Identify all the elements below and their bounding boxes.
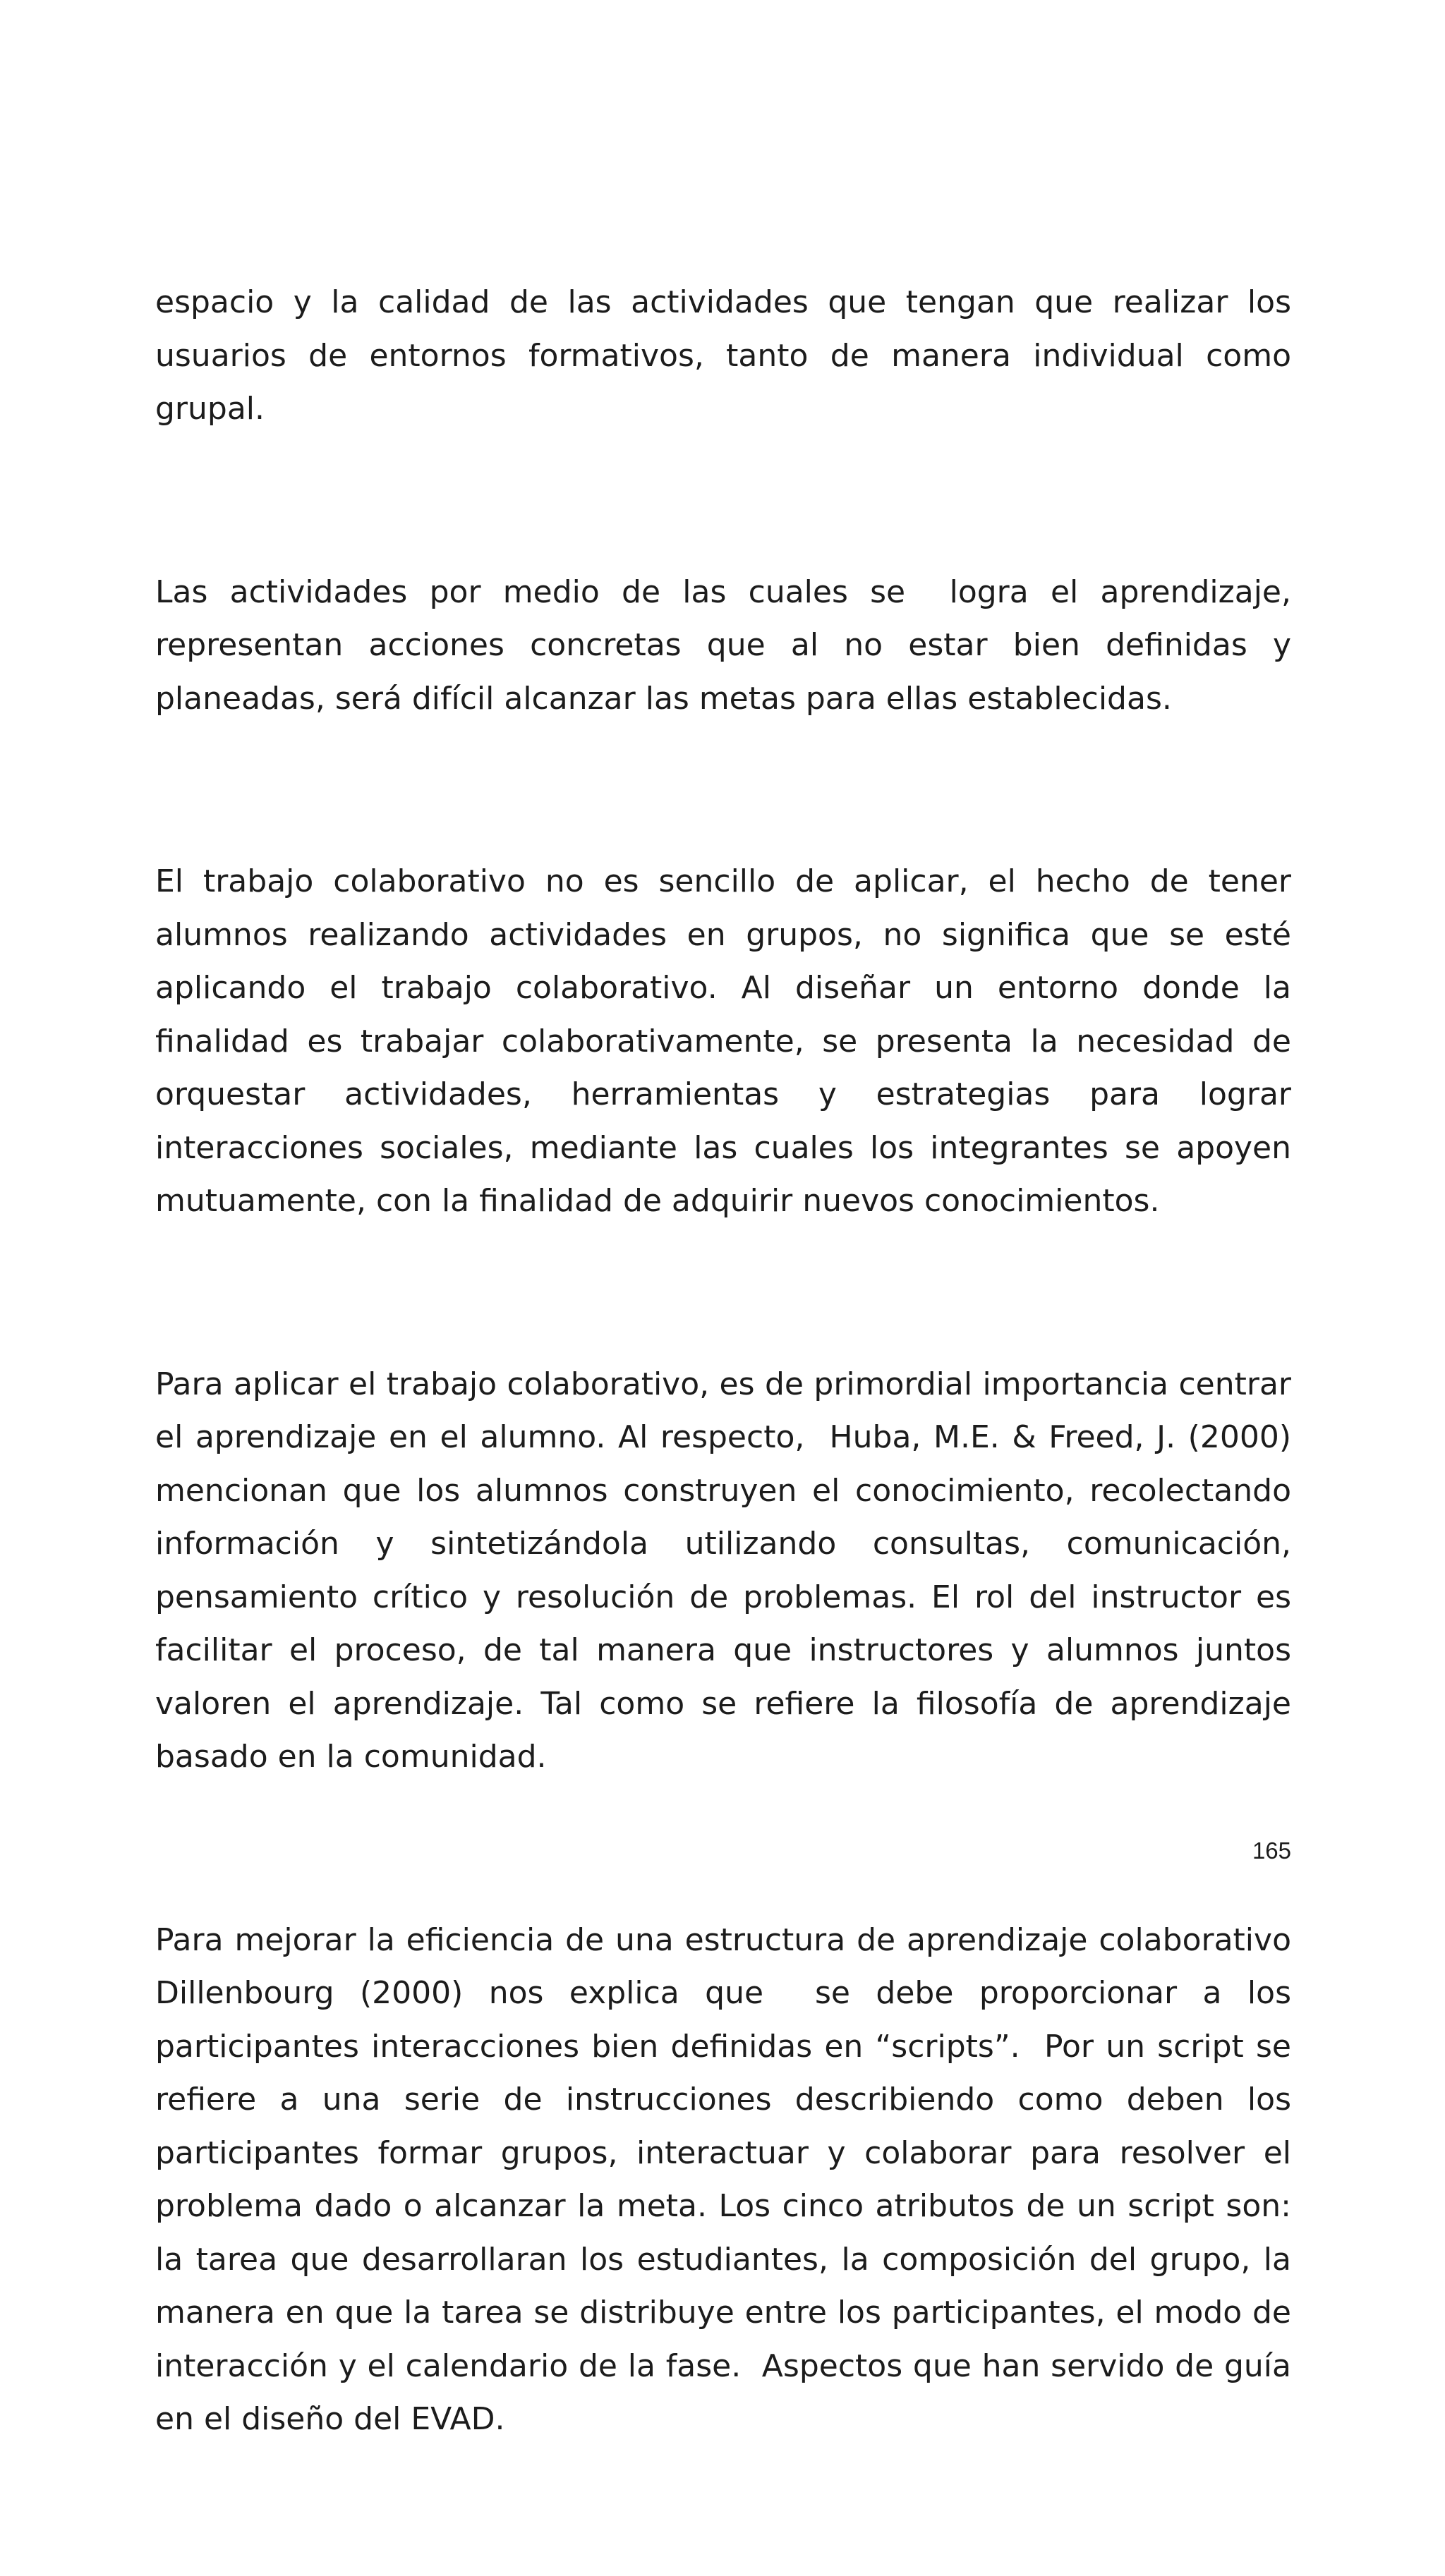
paragraph-3: El trabajo colaborativo no es sencillo de aplicar, el hecho de tener alumnos realizando actividades en grupos, no significa que se esté aplicando el trabajo colaborativo. Al diseñar un entorno donde la finalidad es trabajar colaborativamente, se presenta la necesidad de orquestar actividades, herramientas y estrategias para lograr interacciones sociales, mediante las cuales los integrantes se apoyen mutuamente, con la finalidad de adquirir nuevos conocimientos. <box>155 863 1301 1219</box>
paragraph-1: espacio y la calidad de las actividades que tengan que realizar los usuarios de entornos formativos, tanto de manera individual como grupal. <box>155 284 1301 427</box>
paragraph-2: Las actividades por medio de las cuales se logra el aprendizaje, representan acciones concretas que al no estar bien definidas y planeadas, será difícil alcanzar las metas para ellas establecidas. <box>155 573 1301 717</box>
paragraph-5: Para mejorar la eficiencia de una estructura de aprendizaje colaborativo Dillenbourg (2000) nos explica que se debe proporcionar a los participantes interacciones bien definidas en “scripts”. Por un script se refiere a una serie de instrucciones describiendo como deben los participantes formar grupos, interactuar y colaborar para resolver el problema dado o alcanzar la meta. Los cinco atributos de un script son: la tarea que desarrollaran los estudiantes, la composición del grupo, la manera en que la tarea se distribuye entre los participantes, el modo de interacción y el calendario de la fase. Aspectos que han servido de guía en el diseño del EVAD. <box>155 1921 1301 2437</box>
paragraph-4: Para aplicar el trabajo colaborativo, es de primordial importancia centrar el aprendizaje en el alumno. Al respecto, Huba, M.E. & Freed, J. (2000) mencionan que los alumnos construyen el conocimiento, recolectando información y sintetizándola utilizando consultas, comunicación, pensamiento crítico y resolución de problemas. El rol del instructor es facilitar el proceso, de tal manera que instructores y alumnos juntos valoren el aprendizaje. Tal como se refiere la filosofía de aprendizaje basado en la comunidad. <box>155 1366 1301 1775</box>
page-number: 165 <box>1252 1837 1291 1864</box>
body-text <box>155 169 1301 2576</box>
